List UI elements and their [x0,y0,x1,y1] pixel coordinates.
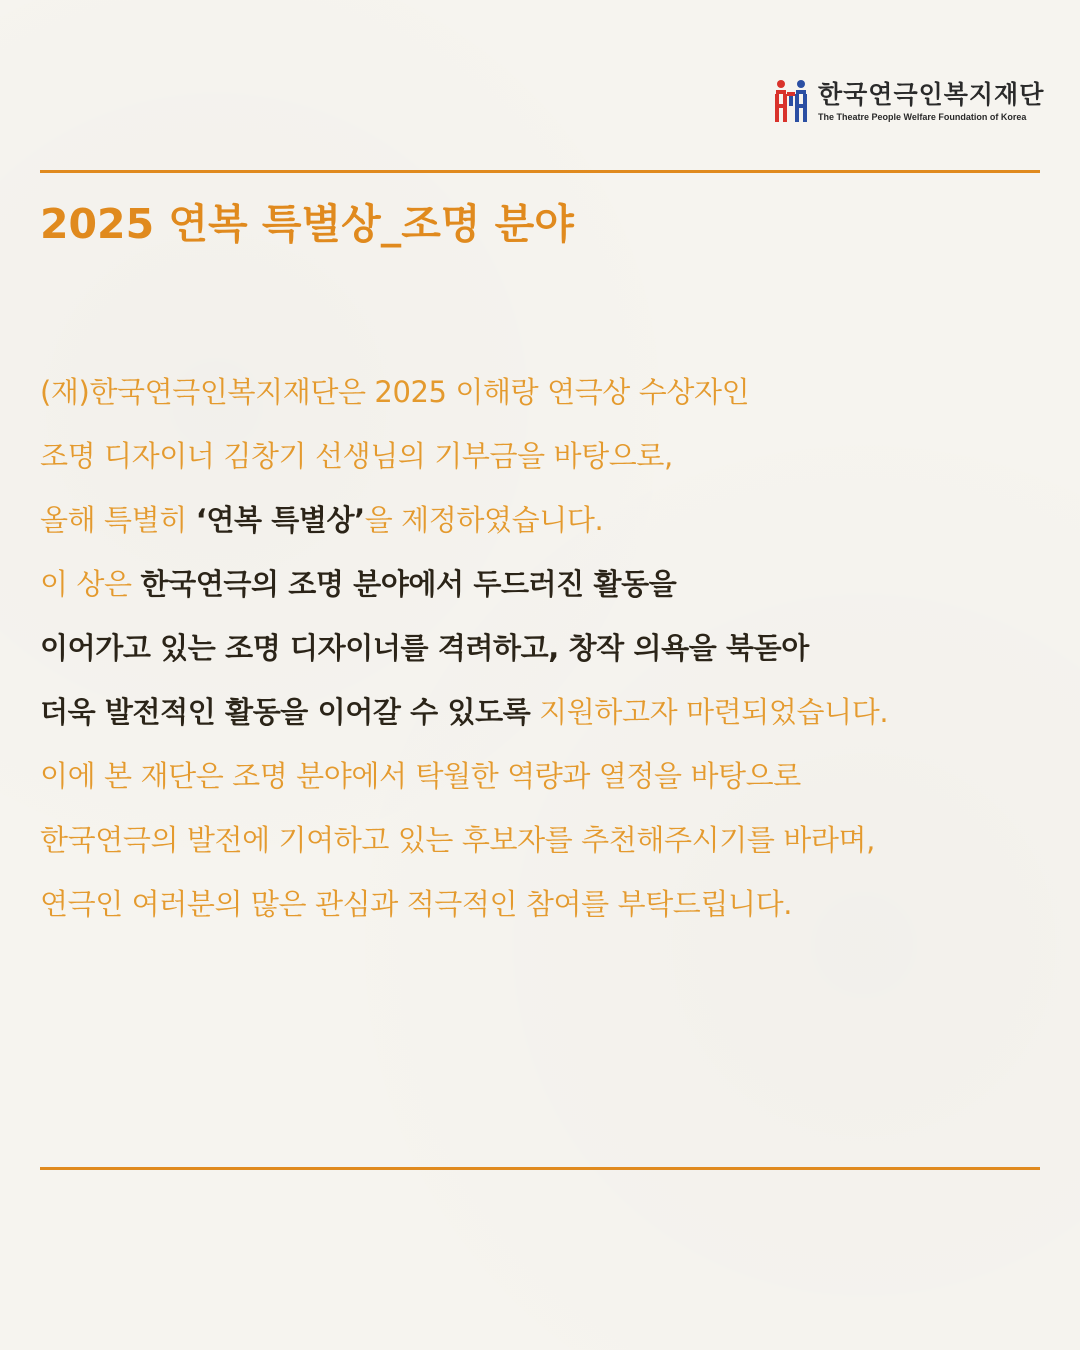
body-text: 조명 디자이너 김창기 선생님의 기부금을 바탕으로, [40,439,673,473]
body-line-8 [40,808,1070,872]
logo-korean-name: 한국연극인복지재단 [818,80,1045,109]
body-line-3 [40,488,1070,552]
body-line-1 [40,360,1070,424]
announcement-body [40,360,1070,936]
bottom-divider [40,1167,1040,1170]
body-line-5 [40,616,1070,680]
theatre-people-logo-icon [772,78,812,126]
top-divider [40,170,1040,173]
body-text: 한국연극의 발전에 기여하고 있는 후보자를 추천해주시기를 바라며, [40,823,875,857]
body-line-7 [40,744,1070,808]
body-line-6 [40,680,1070,744]
body-text: 이에 본 재단은 조명 분야에서 탁월한 역량과 열정을 바탕으로 [40,759,801,793]
body-text: 을 제정하였습니다. [364,503,604,537]
body-line-4 [40,552,1070,616]
body-text: 이 상은 [40,567,141,601]
body-text: 연극인 여러분의 많은 관심과 적극적인 참여를 부탁드립니다. [40,887,793,921]
body-highlight: 한국연극의 조명 분야에서 두드러진 활동을 [140,567,677,601]
page-title: 2025 연복 특별상_조명 분야 [40,200,574,248]
body-text: 지원하고자 마련되었습니다. [530,695,889,729]
body-text: (재)한국연극인복지재단은 2025 이해랑 연극상 수상자인 [40,375,750,409]
body-line-9 [40,872,1070,936]
body-text: 올해 특별히 [40,503,196,537]
foundation-logo [772,78,1044,126]
body-line-2 [40,424,1070,488]
award-name-highlight: ‘연복 특별상’ [195,503,365,537]
body-highlight: 더욱 발전적인 활동을 이어갈 수 있도록 [40,695,531,729]
body-highlight: 이어가고 있는 조명 디자이너를 격려하고, 창작 의욕을 북돋아 [40,631,809,665]
logo-english-name: The Theatre People Welfare Foundation of Korea [818,112,1027,122]
